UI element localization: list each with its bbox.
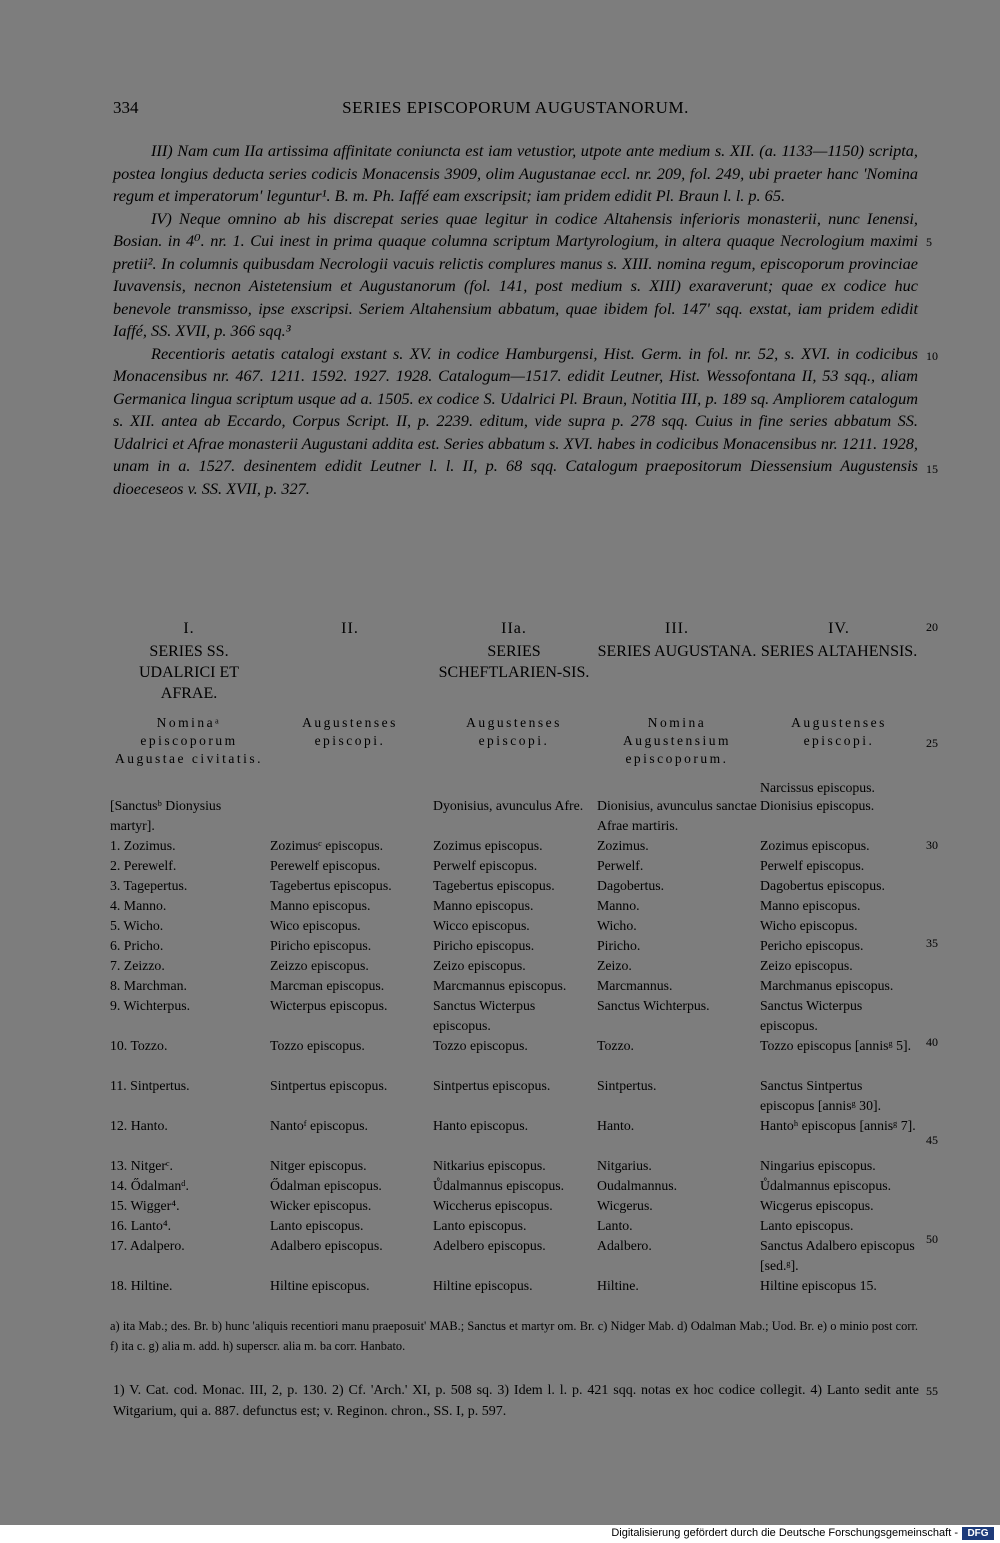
column-ii-cell: Adalbero episcopus.: [270, 1238, 383, 1253]
column-iv-cell: Perwelf episcopus.: [760, 858, 865, 873]
column-ii-cell: Marcman episcopus.: [270, 978, 385, 993]
column-number: II.: [341, 620, 359, 637]
column-iii-cell: Sanctus Wichterpus.: [597, 998, 710, 1013]
column-i-cell: 13. Nitgerᶜ.: [110, 1158, 173, 1173]
column-header-ii: [270, 618, 430, 641]
column-number: IV.: [828, 620, 850, 637]
column-series: SERIES AUGUSTANA.: [597, 643, 757, 660]
column-iv-cell: Wicgerus episcopus.: [760, 1198, 874, 1213]
column-iia-cell: Adelbero episcopus.: [433, 1238, 546, 1253]
column-i-cell: 3. Tagepertus.: [110, 878, 188, 893]
column-number: I.: [183, 620, 195, 637]
column-iv-cell: Dionisius episcopus.: [760, 798, 875, 813]
column-i-cell: 16. Lanto⁴.: [110, 1218, 172, 1233]
column-iii-cell: Sintpertus.: [597, 1078, 657, 1093]
column-i-cell: 18. Hiltine.: [110, 1278, 173, 1293]
column-iv-cell: Sanctus Sintpertus episcopus [annisᵍ 30].: [760, 1078, 882, 1113]
column-iv-cell: Lanto episcopus.: [760, 1218, 854, 1233]
column-iia-cell: Tagebertus episcopus.: [433, 878, 555, 893]
column-ii-cell: Manno episcopus.: [270, 898, 371, 913]
column-iv-cell: Narcissus episcopus.: [760, 780, 875, 795]
column-iia-cell: Zeizo episcopus.: [433, 958, 526, 973]
column-header-iia: [433, 618, 595, 683]
line-number: 35: [926, 936, 938, 950]
column-number: IIa.: [501, 620, 527, 637]
column-iii-cell: Wicho.: [597, 918, 637, 933]
column-series: SERIES ALTAHENSIS.: [760, 643, 918, 660]
column-iv-cell: Ningarius episcopus.: [760, 1158, 876, 1173]
column-ii-cell: Wicker episcopus.: [270, 1198, 372, 1213]
column-iv-cell: Hiltine episcopus 15.: [760, 1278, 877, 1293]
column-iii-cell: Zeizo.: [597, 958, 632, 973]
column-subtitle: Augustenses episcopi.: [302, 715, 398, 748]
column-iii-cell: Perwelf.: [597, 858, 644, 873]
running-header: [113, 98, 918, 124]
column-iia-cell: Perwelf episcopus.: [433, 858, 538, 873]
column-ii-cell: Hiltine episcopus.: [270, 1278, 370, 1293]
column-iii-cell: Dionisius, avunculus sanctae Afrae martiris.: [597, 798, 757, 833]
column-i-cell: 1. Zozimus.: [110, 838, 176, 853]
column-iii-cell: Oudalmannus.: [597, 1178, 678, 1193]
column-iia-cell: Ůdalmannus episcopus.: [433, 1178, 565, 1193]
column-i-cell: 8. Marchman.: [110, 978, 188, 993]
column-iia-cell: Sintpertus episcopus.: [433, 1078, 551, 1093]
line-number: 55: [926, 1384, 938, 1398]
column-iia-cell: Marcmannus episcopus.: [433, 978, 567, 993]
column-series: SERIES SS. UDALRICI ET AFRAE.: [139, 643, 239, 702]
column-iii-cell: Tozzo.: [597, 1038, 634, 1053]
column-iii-cell: Zozimus.: [597, 838, 649, 853]
column-i-cell: 10. Tozzo.: [110, 1038, 168, 1053]
paragraph-iv: IV) Neque omnino ab his discrepat series quae legitur in codice Altahensis inferioris monasterii, nunc Ienensi, Bosian. in 4⁰. nr. 1. Cui inest in prima quaque columna scriptum Martyrologium, in altera quaque Necrologium maximi pretii². In columnis quibusdam Necrologii vacuis relictis complures manus s. XIII. nomina regum, episcoporum provinciae Iuvavensis, necnon Aistetensium et Augustanorum (fol. 141, post medium s. XIII) exaraverunt; quae ex codice huc benevole transmisso, ipse exscripsi. Seriem Altahensium abbatum, quae ibidem fol. 147' sqq. exstat, iam pridem edidit Iaffé, SS. XVII, p. 366 sqq.³: [113, 208, 918, 340]
line-number: 40: [926, 1035, 938, 1049]
column-subtitle: Augustenses episcopi.: [466, 715, 562, 748]
column-ii-cell: Wicterpus episcopus.: [270, 998, 388, 1013]
column-ii-cell: Lanto episcopus.: [270, 1218, 364, 1233]
column-iv-cell: Zeizo episcopus.: [760, 958, 853, 973]
column-iv-cell: Ůdalmannus episcopus.: [760, 1178, 892, 1193]
column-subtitle: Nomina Augustensium episcoporum.: [622, 715, 731, 766]
running-title: SERIES EPISCOPORUM AUGUSTANORUM.: [342, 98, 689, 117]
column-iia-cell: Piricho episcopus.: [433, 938, 535, 953]
column-iv-cell: Tozzo episcopus [annisᵍ 5].: [760, 1038, 912, 1053]
line-number: 30: [926, 838, 938, 852]
column-ii-cell: Nantoᶠ episcopus.: [270, 1118, 368, 1133]
column-iv-cell: Hantoʰ episcopus [annisᵍ 7].: [760, 1118, 916, 1133]
column-iia-cell: Wicco episcopus.: [433, 918, 530, 933]
column-ii-cell: Wico episcopus.: [270, 918, 361, 933]
column-i-cell: 2. Perewelf.: [110, 858, 177, 873]
column-series: SERIES SCHEFTLARIEN-SIS.: [438, 643, 590, 681]
column-header-i: [110, 618, 268, 704]
column-i-cell: 12. Hanto.: [110, 1118, 168, 1133]
column-iii-cell: Wicgerus.: [597, 1198, 653, 1213]
column-ii-cell: Zeizzo episcopus.: [270, 958, 369, 973]
dfg-logo: DFG: [962, 1527, 994, 1540]
line-number: 5: [926, 235, 932, 249]
column-iii-cell: Manno.: [597, 898, 640, 913]
column-ii-cell: Tagebertus episcopus.: [270, 878, 392, 893]
column-i-cell: 11. Sintpertus.: [110, 1078, 190, 1093]
paragraph-recentioris: Recentioris aetatis catalogi exstant s. XV. in codice Hamburgensi, Hist. Germ. in fol. nr. 52, s. XVI. in codicibus Monacensibus nr. 467. 1211. 1592. 1927. 1928. Catalogum—1517. edidit Leutner, Hist. Wessofontana II, 53 sqq., aliam Germanica lingua scriptum usque ad a. 1505. ex codice S. Udalrici Pl. Braun, Notitia III, p. 189 sq. Ampliorem catalogum s. XII. antea ab Eccardo, Corpus Script. II, p. 2239. editum, vide supra p. 278 sqq. Cuius in fine series abbatum SS. Udalrici et Afrae monasterii Augustani addita est. Series abbatum s. XVI. habes in codicibus Monacensibus nr. 1211. 1928, unam in a. 1527. desinentem edidit Leutner l. l. II, p. 68 sqq. Catalogum praepositorum Diessensium Augustensis dioeceseos v. SS. XVII, p. 327.: [113, 343, 918, 498]
column-iii-cell: Hiltine.: [597, 1278, 639, 1293]
line-number: 50: [926, 1232, 938, 1246]
column-iv-cell: Sanctus Adalbero episcopus [sed.ᵍ].: [760, 1238, 915, 1273]
column-iv-cell: Dagobertus episcopus.: [760, 878, 885, 893]
column-i-cell: [Sanctusᵇ Dionysius martyr].: [110, 798, 222, 833]
column-header-iii: [597, 618, 757, 662]
column-ii-cell: Piricho episcopus.: [270, 938, 372, 953]
page-number: 334: [113, 98, 139, 117]
paragraph-iii: III) Nam cum IIa artissima affinitate coniuncta est iam vetustior, utpote ante medium s. XII. (a. 1133—1150) scripta, postea longius deducta series codicis Monacensis 3909, olim Augustanae eccl. nr. 209, fol. 249, ubi praeter hanc 'Nomina regum et imperatorum' leguntur¹. B. m. Ph. Iaffé eam exscripsit; iam pridem edidit Pl. Braun l. l. p. 65.: [113, 141, 918, 205]
column-iia-cell: Dyonisius, avunculus Afre.: [433, 798, 584, 813]
column-iii-cell: Marcmannus.: [597, 978, 673, 993]
column-i-cell: 17. Adalpero.: [110, 1238, 185, 1253]
column-iv-cell: Sanctus Wicterpus episcopus.: [760, 998, 863, 1033]
column-ii-cell: Nitger episcopus.: [270, 1158, 367, 1173]
column-iia-cell: Zozimus episcopus.: [433, 838, 543, 853]
column-header-iv: [760, 618, 918, 662]
column-iia-cell: Hanto episcopus.: [433, 1118, 529, 1133]
numbered-footnotes: 1) V. Cat. cod. Monac. III, 2, p. 130. 2) Cf. 'Arch.' XI, p. 508 sq. 3) Idem l. l. p. 421 sqq. notas ex hoc codice collegit. 4) Lanto sedit ante Witgarium, qui a. 887. defunctus est; v. Reginon. chron., SS. I, p. 597.: [113, 1383, 919, 1419]
line-number: 25: [926, 736, 938, 750]
column-iv-cell: Pericho episcopus.: [760, 938, 864, 953]
column-iii-cell: Lanto.: [597, 1218, 633, 1233]
column-iii-cell: Adalbero.: [597, 1238, 652, 1253]
column-iia-cell: Hiltine episcopus.: [433, 1278, 533, 1293]
column-i-cell: 6. Pricho.: [110, 938, 164, 953]
column-i-cell: 14. Ődalmanᵈ.: [110, 1178, 190, 1193]
line-number: 10: [926, 349, 938, 363]
column-iia-cell: Lanto episcopus.: [433, 1218, 527, 1233]
column-iii-cell: Piricho.: [597, 938, 641, 953]
line-number: 20: [926, 620, 938, 634]
column-subtitle: Nominaᵃ episcoporum Augustae civitatis.: [115, 715, 263, 766]
column-iv-cell: Manno episcopus.: [760, 898, 861, 913]
column-i-cell: 9. Wichterpus.: [110, 998, 191, 1013]
column-subtitle: Augustenses episcopi.: [791, 715, 887, 748]
column-iv-cell: Wicho episcopus.: [760, 918, 858, 933]
column-iia-cell: Nitkarius episcopus.: [433, 1158, 546, 1173]
column-iii-cell: Nitgarius.: [597, 1158, 652, 1173]
column-number: III.: [665, 620, 689, 637]
column-i-cell: 4. Manno.: [110, 898, 167, 913]
digitization-footer: [0, 1525, 1000, 1543]
column-i-cell: 15. Wigger⁴.: [110, 1198, 180, 1213]
column-iii-cell: Hanto.: [597, 1118, 635, 1133]
introduction-text: [113, 140, 918, 500]
column-ii-cell: Tozzo episcopus.: [270, 1038, 365, 1053]
line-number: 15: [926, 462, 938, 476]
column-ii-cell: Perewelf episcopus.: [270, 858, 381, 873]
column-iia-cell: Sanctus Wicterpus episcopus.: [433, 998, 536, 1033]
column-ii-cell: Zozimusᶜ episcopus.: [270, 838, 384, 853]
column-iia-cell: Tozzo episcopus.: [433, 1038, 528, 1053]
column-ii-cell: Sintpertus episcopus.: [270, 1078, 388, 1093]
column-iv-cell: Zozimus episcopus.: [760, 838, 870, 853]
column-iii-cell: Dagobertus.: [597, 878, 665, 893]
column-iv-cell: Marchmanus episcopus.: [760, 978, 894, 993]
column-i-cell: 7. Zeizzo.: [110, 958, 165, 973]
line-number: 45: [926, 1133, 938, 1147]
column-iia-cell: Wiccherus episcopus.: [433, 1198, 553, 1213]
column-iia-cell: Manno episcopus.: [433, 898, 534, 913]
funding-note: Digitalisierung gefördert durch die Deutsche Forschungsgemeinschaft -: [611, 1527, 958, 1539]
column-i-cell: 5. Wicho.: [110, 918, 164, 933]
column-ii-cell: Ődalman episcopus.: [270, 1178, 382, 1193]
critical-apparatus: a) ita Mab.; des. Br. b) hunc 'aliquis recentiori manu praeposuit' MAB.; Sanctus et martyr om. Br. c) Nidger Mab. d) Odalman Mab.; Uod. Br. e) o minio post corr. f) ita c. g) alia m. add. h) superscr. alia m. ba corr. Hanbato.: [110, 1319, 918, 1353]
